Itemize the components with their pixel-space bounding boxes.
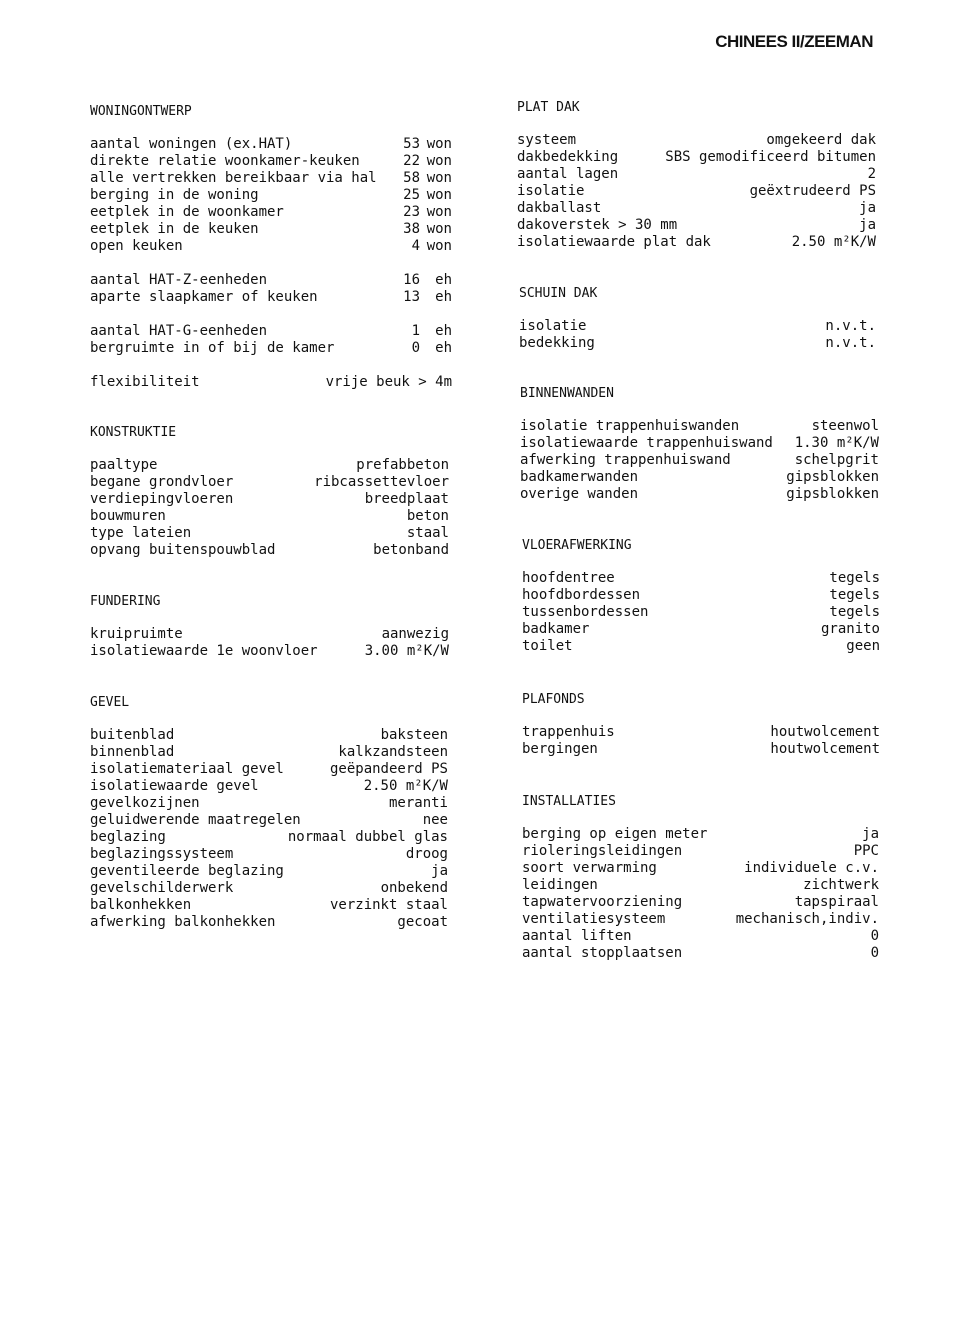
row-value: breedplaat [364, 491, 449, 507]
row-value: houtwolcement [770, 741, 880, 757]
table-row [90, 187, 452, 204]
table-row [517, 132, 876, 149]
section-plat-dak [517, 99, 876, 251]
table-row [522, 621, 880, 638]
table-row [522, 570, 880, 587]
row-value: PPC [853, 843, 879, 859]
row-unit: won [426, 153, 452, 169]
row-value: 2 [867, 166, 876, 182]
row-label: dakballast [517, 200, 602, 216]
table-row [522, 911, 879, 928]
table-row [90, 238, 452, 255]
row-label: aantal HAT-Z-eenheden [90, 272, 268, 288]
row-label: toilet [522, 638, 573, 654]
table-row [522, 928, 879, 945]
row-label: overige wanden [520, 486, 639, 502]
table-row [520, 486, 879, 503]
row-count: 58 [403, 170, 420, 186]
row-label: eetplek in de keuken [90, 221, 259, 237]
table-row [90, 727, 448, 744]
row-value: staal [406, 525, 449, 541]
table-row [519, 335, 876, 352]
row-label: isolatie [517, 183, 585, 199]
row-label: balkonhekken [90, 897, 192, 913]
row-label: gevelkozijnen [90, 795, 200, 811]
row-unit: won [426, 221, 452, 237]
row-value: 1.30 m²K/W [794, 435, 879, 451]
row-value: 2.50 m²K/W [363, 778, 448, 794]
row-value: ja [859, 217, 876, 233]
row-value: tapspiraal [794, 894, 879, 910]
row-label: bedekking [519, 335, 595, 351]
table-row [520, 469, 879, 486]
row-label: isolatie [519, 318, 587, 334]
row-value: baksteen [380, 727, 448, 743]
table-row [90, 542, 449, 559]
row-label: dakoverstek > 30 mm [517, 217, 678, 233]
table-row [90, 880, 448, 897]
row-unit: won [426, 170, 452, 186]
row-label: alle vertrekken bereikbaar via hal [90, 170, 377, 186]
table-row [90, 491, 449, 508]
document-header-title: CHINEES II/ZEEMAN [715, 32, 873, 51]
section-schuin-dak [519, 285, 876, 352]
section-title: PLAT DAK [517, 100, 580, 115]
row-value: beton [406, 508, 449, 524]
table-row [522, 877, 879, 894]
row-label: bergruimte in of bij de kamer [90, 340, 335, 356]
row-label: aantal stopplaatsen [522, 945, 683, 961]
row-value: droog [405, 846, 448, 862]
row-label: isolatiewaarde gevel [90, 778, 259, 794]
row-label: geluidwerende maatregelen [90, 812, 301, 828]
row-unit: won [426, 238, 452, 254]
section-title: FUNDERING [90, 594, 161, 609]
section-installaties [522, 793, 879, 962]
table-row [90, 374, 452, 391]
table-row [522, 894, 879, 911]
table-row [90, 626, 449, 643]
row-label: hoofdentree [522, 570, 615, 586]
table-row [517, 183, 876, 200]
row-value: tegels [829, 570, 880, 586]
row-label: isolatiemateriaal gevel [90, 761, 284, 777]
row-label: aantal HAT-G-eenheden [90, 323, 268, 339]
table-row [520, 435, 879, 452]
row-label: tussenbordessen [522, 604, 649, 620]
row-value: 0 [870, 945, 879, 961]
row-label: begane grondvloer [90, 474, 234, 490]
table-row [517, 166, 876, 183]
table-row [90, 136, 452, 153]
row-label: paaltype [90, 457, 158, 473]
row-value: kalkzandsteen [338, 744, 448, 760]
hat-g-group [90, 323, 452, 357]
table-row [90, 474, 449, 491]
row-label: kruipruimte [90, 626, 183, 642]
row-value: 2.50 m²K/W [791, 234, 876, 250]
row-label: afwerking trappenhuiswand [520, 452, 731, 468]
row-label: buitenblad [90, 727, 175, 743]
row-value: n.v.t. [825, 318, 876, 334]
row-label: trappenhuis [522, 724, 615, 740]
row-label: leidingen [522, 877, 598, 893]
table-row [90, 457, 449, 474]
row-label: systeem [517, 132, 577, 148]
hat-z-group [90, 272, 452, 306]
table-row [90, 153, 452, 170]
row-label: gevelschilderwerk [90, 880, 234, 896]
row-label: binnenblad [90, 744, 175, 760]
table-row [522, 604, 880, 621]
row-label: aantal lagen [517, 166, 619, 182]
section-gevel [90, 694, 448, 931]
table-row [522, 826, 879, 843]
table-row [522, 843, 879, 860]
row-count: 38 [403, 221, 420, 237]
table-row [90, 761, 448, 778]
flexibiliteit-group [90, 374, 452, 391]
section-title: WONINGONTWERP [90, 104, 192, 119]
table-row [522, 741, 880, 758]
row-value: aanwezig [381, 626, 449, 642]
row-label: rioleringsleidingen [522, 843, 683, 859]
row-value: 3.00 m²K/W [364, 643, 449, 659]
table-row [90, 778, 448, 795]
row-value: ja [862, 826, 879, 842]
row-value: verzinkt staal [329, 897, 448, 913]
row-label: bouwmuren [90, 508, 166, 524]
row-label: afwerking balkonhekken [90, 914, 276, 930]
row-label: opvang buitenspouwblad [90, 542, 276, 558]
table-row [520, 418, 879, 435]
table-row [90, 897, 448, 914]
row-unit: eh [435, 323, 452, 339]
row-value: tegels [829, 587, 880, 603]
table-row [90, 812, 448, 829]
row-label: isolatiewaarde plat dak [517, 234, 711, 250]
section-konstruktie [90, 424, 449, 559]
row-label: open keuken [90, 238, 183, 254]
row-value: steenwol [811, 418, 879, 434]
section-title: VLOERAFWERKING [522, 538, 632, 553]
row-label: hoofdbordessen [522, 587, 641, 603]
row-value: betonband [373, 542, 449, 558]
row-count: 13 [403, 289, 420, 305]
table-row [90, 170, 452, 187]
row-label: badkamerwanden [520, 469, 639, 485]
row-unit: eh [435, 289, 452, 305]
row-unit: won [426, 187, 452, 203]
row-label: isolatie trappenhuiswanden [520, 418, 740, 434]
table-row [90, 272, 452, 289]
row-value: omgekeerd dak [766, 132, 876, 148]
table-row [522, 860, 879, 877]
row-value: SBS gemodificeerd bitumen [665, 149, 876, 165]
row-count: 16 [403, 272, 420, 288]
table-row [90, 508, 449, 525]
section-plafonds [522, 691, 880, 758]
row-unit: won [426, 136, 452, 152]
table-row [520, 452, 879, 469]
row-value: ribcassettevloer [314, 474, 449, 490]
row-value: geëpandeerd PS [329, 761, 448, 777]
row-label: eetplek in de woonkamer [90, 204, 284, 220]
row-label: berging in de woning [90, 187, 259, 203]
row-label: direkte relatie woonkamer-keuken [90, 153, 360, 169]
row-label: isolatiewaarde trappenhuiswand [520, 435, 773, 451]
section-title: INSTALLATIES [522, 794, 616, 809]
row-count: 23 [403, 204, 420, 220]
row-count: 22 [403, 153, 420, 169]
row-count: 4 [411, 238, 420, 254]
row-value: granito [820, 621, 880, 637]
row-value: n.v.t. [825, 335, 876, 351]
row-value: nee [422, 812, 448, 828]
table-row [517, 217, 876, 234]
row-label: geventileerde beglazing [90, 863, 284, 879]
row-count: 53 [403, 136, 420, 152]
row-label: beglazing [90, 829, 166, 845]
table-row [522, 587, 880, 604]
table-row [90, 643, 449, 660]
row-value: gecoat [397, 914, 448, 930]
row-count: 0 [411, 340, 420, 356]
row-value: schelpgrit [794, 452, 879, 468]
row-label: isolatiewaarde 1e woonvloer [90, 643, 318, 659]
row-value: normaal dubbel glas [287, 829, 448, 845]
table-row [522, 945, 879, 962]
row-label: aparte slaapkamer of keuken [90, 289, 318, 305]
row-label: verdiepingvloeren [90, 491, 234, 507]
table-row [90, 221, 452, 238]
row-value: 0 [870, 928, 879, 944]
table-row [522, 724, 880, 741]
section-woningontwerp [90, 103, 452, 391]
section-fundering [90, 593, 449, 660]
row-value: tegels [829, 604, 880, 620]
row-label: flexibiliteit [90, 374, 200, 390]
row-value: houtwolcement [770, 724, 880, 740]
section-title: BINNENWANDEN [520, 386, 614, 401]
table-row [90, 340, 452, 357]
table-row [90, 914, 448, 931]
row-label: bergingen [522, 741, 598, 757]
table-row [519, 318, 876, 335]
row-label: beglazingssysteem [90, 846, 234, 862]
row-value: zichtwerk [803, 877, 879, 893]
table-row [522, 638, 880, 655]
section-title: SCHUIN DAK [519, 286, 598, 301]
row-value: mechanisch,indiv. [735, 911, 879, 927]
row-value: geen [846, 638, 880, 654]
row-value: gipsblokken [786, 486, 879, 502]
section-title: GEVEL [90, 695, 130, 710]
table-row [90, 829, 448, 846]
row-label: type lateien [90, 525, 192, 541]
row-value: individuele c.v. [744, 860, 879, 876]
row-value: onbekend [380, 880, 448, 896]
row-value: vrije beuk > 4m [325, 374, 452, 390]
row-label: soort verwarming [522, 860, 657, 876]
row-unit: eh [435, 272, 452, 288]
table-row [90, 204, 452, 221]
section-vloerafwerking [522, 537, 880, 655]
row-count: 25 [403, 187, 420, 203]
section-title: PLAFONDS [522, 692, 585, 707]
row-label: tapwatervoorziening [522, 894, 683, 910]
section-title: KONSTRUKTIE [90, 425, 177, 440]
table-row [90, 525, 449, 542]
table-row [90, 795, 448, 812]
table-row [517, 149, 876, 166]
table-row [90, 744, 448, 761]
row-unit: eh [435, 340, 452, 356]
row-label: aantal woningen (ex.HAT) [90, 136, 293, 152]
table-row [517, 234, 876, 251]
table-row [90, 323, 452, 340]
row-value: meranti [388, 795, 448, 811]
row-value: ja [431, 863, 448, 879]
row-value: ja [859, 200, 876, 216]
table-row [90, 289, 452, 306]
row-unit: won [426, 204, 452, 220]
row-label: dakbedekking [517, 149, 619, 165]
row-label: berging op eigen meter [522, 826, 708, 842]
section-binnenwanden [520, 385, 879, 503]
row-value: gipsblokken [786, 469, 879, 485]
row-count: 1 [411, 323, 420, 339]
woningen-group [90, 136, 452, 255]
row-label: ventilatiesysteem [522, 911, 666, 927]
table-row [90, 846, 448, 863]
row-value: geëxtrudeerd PS [749, 183, 876, 199]
row-value: prefabbeton [356, 457, 449, 473]
row-label: aantal liften [522, 928, 632, 944]
row-label: badkamer [522, 621, 590, 637]
table-row [517, 200, 876, 217]
table-row [90, 863, 448, 880]
